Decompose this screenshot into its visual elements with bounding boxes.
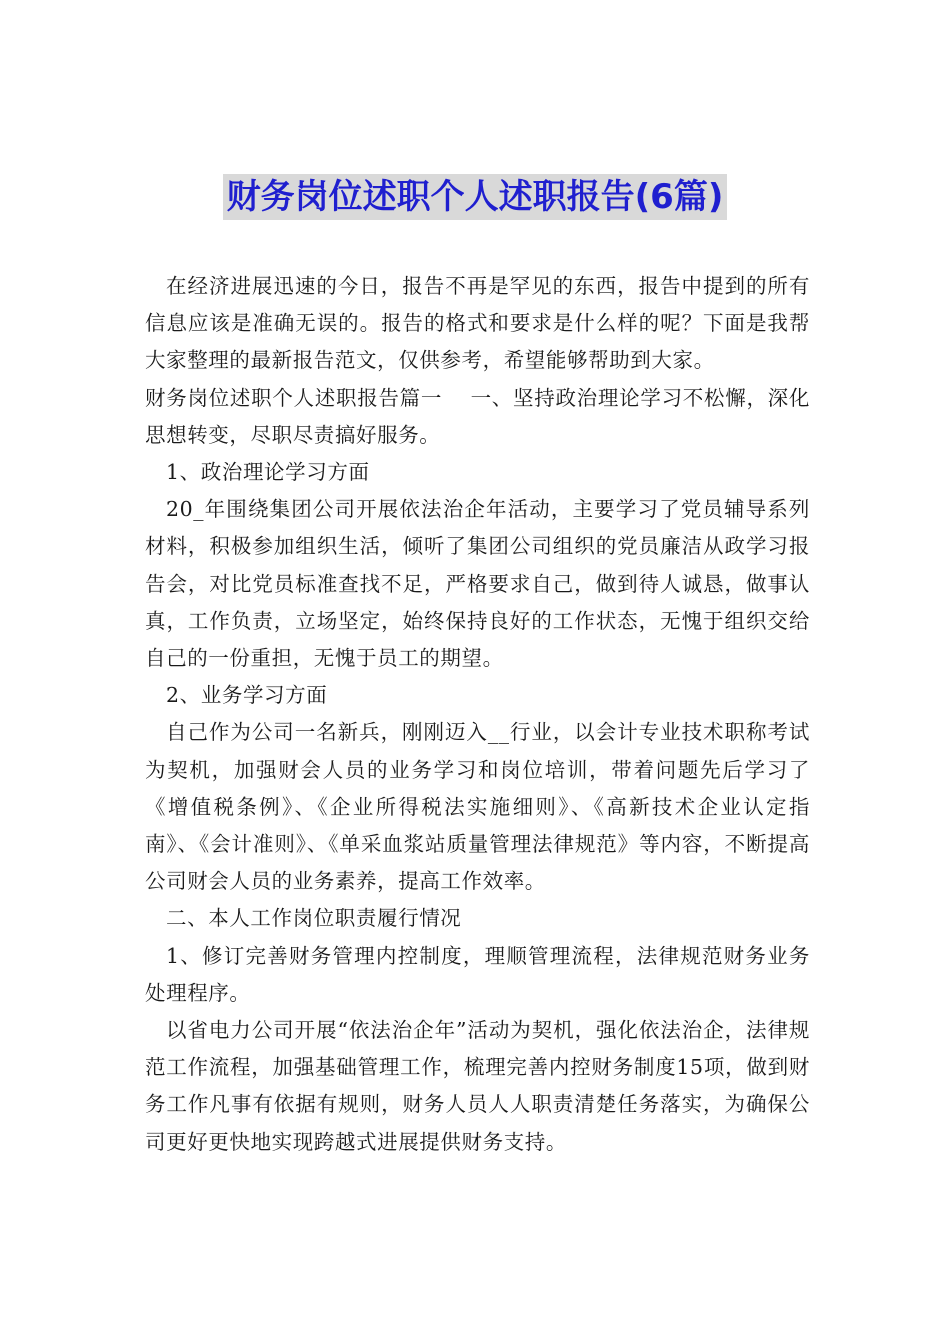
business-study-paragraph: 自己作为公司一名新兵，刚刚迈入__行业，以会计专业技术职称考试为契机，加强财会人员的业务学习和岗位培训，带着问题先后学习了《增值税条例》、《企业所得税法实施细则》、《高新技术企业认定指南》、《会计准则》、《单采血浆站质量管理法律规范》等内容，不断提高公司财会人员的业务素养，提高工作效率。 — [145, 720, 810, 894]
document-title: 财务岗位述职个人述职报告(6篇) — [223, 174, 728, 220]
subheading-political-study: 1、政治理论学习方面 — [166, 460, 370, 485]
duties-item-1: 1、修订完善财务管理内控制度，理顺管理流程，法律规范财务业务处理程序。 — [145, 943, 810, 1005]
subheading-business-study: 2、业务学习方面 — [166, 683, 328, 708]
political-study-paragraph: 20_年围绕集团公司开展依法治企年活动，主要学习了党员辅导系列材料，积极参加组织生活，倾听了集团公司组织的党员廉洁从政学习报告会，对比党员标准查找不足，严格要求自己，做到待人诚恳，做事认真，工作负责，立场坚定，始终保持良好的工作状态，无愧于组织交给自己的一份重担，无愧于员工的期望。 — [145, 497, 810, 671]
section-heading-paragraph: 财务岗位述职个人述职报告篇一 一、坚持政治理论学习不松懈，深化思想转变，尽职尽责搞好服务。 — [145, 385, 810, 447]
section-heading-duties: 二、本人工作岗位职责履行情况 — [166, 906, 462, 931]
document-body — [145, 268, 810, 1161]
duties-item-1-detail: 以省电力公司开展“依法治企年”活动为契机，强化依法治企，法律规范工作流程，加强基础管理工作，梳理完善内控财务制度15项，做到财务工作凡事有依据有规则，财务人员人人职责清楚任务落实，为确保公司更好更快地实现跨越式进展提供财务支持。 — [145, 1018, 810, 1154]
intro-paragraph: 在经济进展迅速的今日，报告不再是罕见的东西，报告中提到的所有信息应该是准确无误的。报告的格式和要求是什么样的呢？下面是我帮大家整理的最新报告范文，仅供参考，希望能够帮助到大家。 — [145, 274, 810, 373]
title-container — [0, 174, 950, 220]
